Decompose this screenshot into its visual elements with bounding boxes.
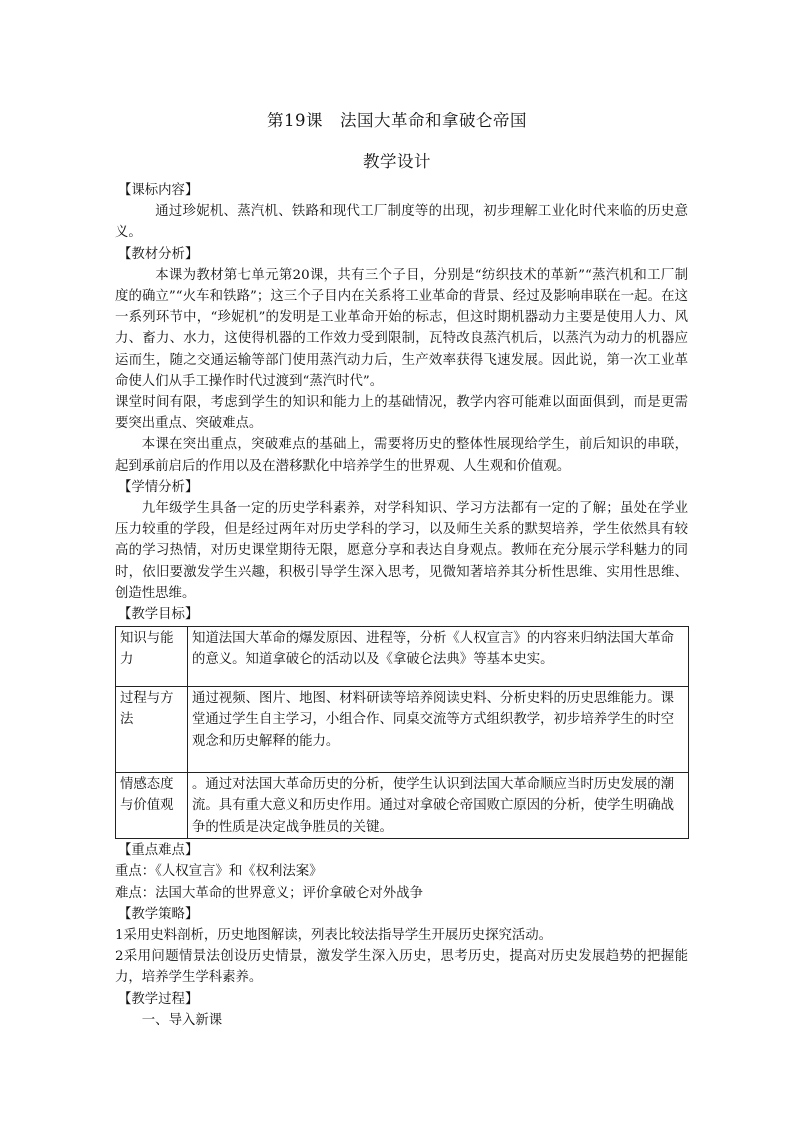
- textbook-analysis-para-3: 本课在突出重点，突破难点的基础上，需要将历史的整体性展现给学生，前后知识的串联，起到承前启后的作用以及在潜移默化中培养学生的世界观、人生观和价值观。: [115, 437, 688, 474]
- section-heading-teaching-goals: 【教学目标】: [118, 607, 199, 623]
- student-analysis-text: 九年级学生具备一定的历史学科素养，对学科知识、学习方法都有一定的了解；虽处在学业压力较重的学段，但是经过两年对历史学科的学习，以及师生关系的默契培养，学生依然具有较高的学习热情，对历史课堂期待无限，愿意分享和表达自身观点。教师在充分展示学科魅力的同时，依旧要激发学生兴趣，积极引导学生深入思考，见微知著培养其分析性思维、实用性思维、创造性思维。: [115, 501, 688, 601]
- section-heading-curriculum: 【课标内容】: [118, 183, 199, 198]
- strategy-item-2: 2采用问题情景法创设历史情景，激发学生深入历史，思考历史，提高对历史发展趋势的把握能力，培养学生学科素养。: [115, 949, 688, 986]
- document-body: [115, 180, 688, 1031]
- goal-text-values: 。通过对法国大革命历史的分析，使学生认识到法国大革命顺应当时历史发展的潮流。具有重大意义和历史作用。通过对拿破仑帝国败亡原因的分析，使学生明确战争的性质是决定战争胜员的关键。: [188, 773, 689, 839]
- table-row: [116, 687, 689, 773]
- key-point-text: 重点：《人权宣言》和《权利法案》: [115, 864, 323, 880]
- goal-text-process: 通过视频、图片、地图、材料研读等培养阅读史料、分析史料的历史思维能力。课堂通过学生自主学习，小组合作、同桌交流等方式组织教学，初步培养学生的时空观念和历史解释的能力。: [188, 687, 689, 773]
- strategy-item-1: 1采用史料剖析，历史地图解读，列表比较法指导学生开展历史探究活动。: [115, 928, 553, 944]
- section-heading-student-analysis: 【学情分析】: [118, 479, 199, 495]
- page-title: 第19课 法国大革命和拿破仑帝国: [267, 111, 527, 130]
- goal-label-process: 过程与方法: [116, 687, 188, 773]
- goal-label-knowledge: 知识与能力: [116, 627, 188, 687]
- process-step-1: 一、导入新课: [141, 1012, 223, 1028]
- section-heading-process: 【教学过程】: [118, 991, 199, 1007]
- page-subtitle: 教学设计: [363, 152, 431, 171]
- goal-label-values: 情感态度与价值观: [116, 773, 188, 839]
- textbook-analysis-para-1: 本课为教材第七单元第20课，共有三个子目，分别是“纺织技术的革新”“蒸汽机和工厂制度的确立”“火车和铁路”；这三个子目内在关系将工业革命的背景、经过及影响串联在一起。在这一系列环节中，“珍妮机”的发明是工业革命开始的标志，但这时期机器动力主要是使用人力、风力、畜力、水力，这使得机器的工作效力受到限制，瓦特改良蒸汽机后，以蒸汽为动力的机器应运而生，随之交通运输等部门使用蒸汽动力后，生产效率获得飞速发展。因此说，第一次工业革命使人们从手工操作时代过渡到“蒸汽时代”。: [115, 267, 688, 389]
- goal-text-knowledge: 知道法国大革命的爆发原因、进程等，分析《人权宣言》的内容来归纳法国大革命的意义。知道拿破仑的活动以及《拿破仑法典》等基本史实。: [188, 627, 689, 687]
- table-row: [116, 627, 689, 687]
- section-heading-textbook-analysis: 【教材分析】: [118, 246, 199, 262]
- table-row: [116, 773, 689, 839]
- section-heading-strategy: 【教学策略】: [118, 906, 199, 922]
- curriculum-text: 通过珍妮机、蒸汽机、铁路和现代工厂制度等的出现，初步理解工业化时代来临的历史意义。: [115, 204, 688, 241]
- teaching-goals-table: [115, 626, 689, 839]
- section-heading-key-points: 【重点难点】: [118, 843, 199, 859]
- textbook-analysis-para-2: 课堂时间有限，考虑到学生的知识和能力上的基础情况，教学内容可能难以面面俱到，而是更需要突出重点、突破难点。: [115, 395, 688, 432]
- difficult-point-text: 难点：法国大革命的世界意义；评价拿破仑对外战争: [115, 885, 423, 901]
